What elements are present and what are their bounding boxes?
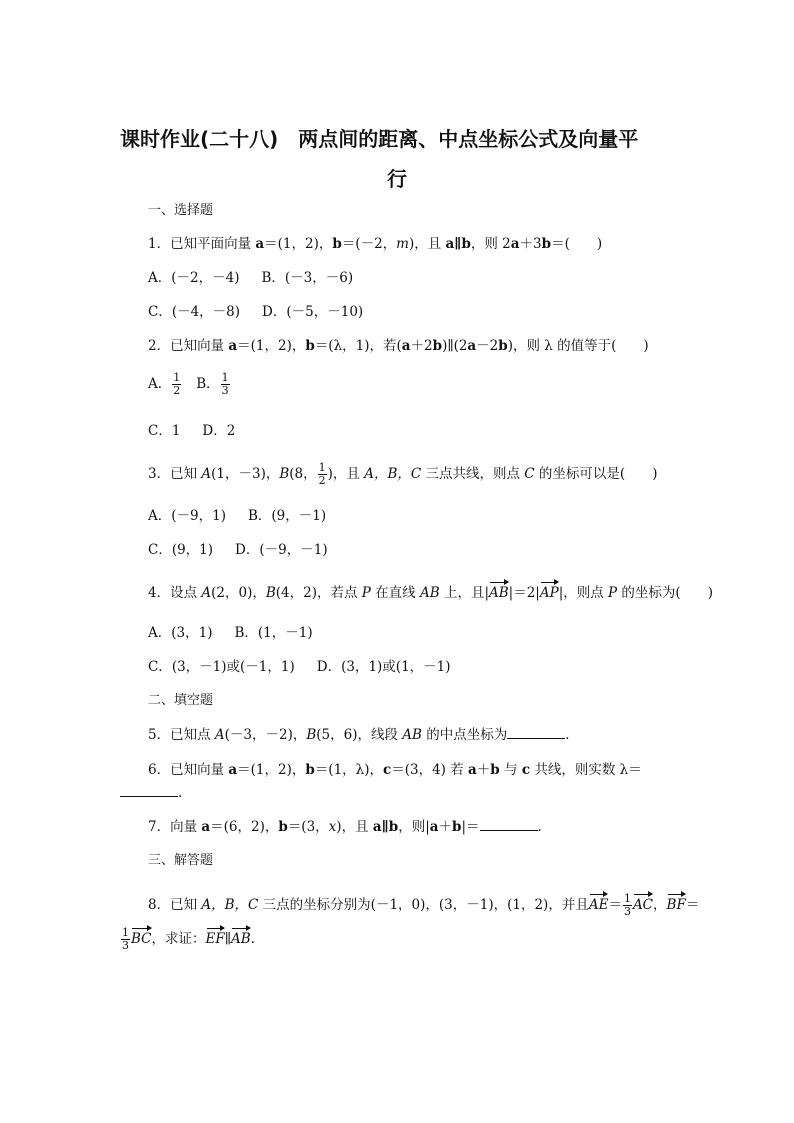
q1-option-b[interactable]: B．(－3，－6) — [261, 270, 354, 286]
q2-option-c[interactable]: C．1 — [148, 423, 181, 439]
question-4-options-row-1 — [148, 624, 313, 642]
vector-ae: AE — [588, 897, 609, 913]
vector-ef: EF — [205, 931, 225, 947]
q2-option-d[interactable]: D．2 — [202, 423, 236, 439]
q4-option-d[interactable]: D．(3，1)或(1，－1) — [316, 659, 451, 675]
question-4-options-row-2 — [148, 658, 451, 676]
vector-ac: AC — [632, 897, 654, 913]
q1-option-d[interactable]: D．(－5，－10) — [262, 304, 364, 320]
section-heading-fill: 二、填空题 — [148, 693, 214, 708]
q4-option-b[interactable]: B．(1，－1) — [234, 625, 313, 641]
question-1-stem: 1．已知平面向量 a＝(1，2)，b＝(－2，m)，且 a∥b，则 2a＋3b＝( ) — [148, 236, 603, 252]
vector-ab: AB — [489, 585, 509, 601]
question-2-options-row-2 — [148, 422, 235, 440]
q7-answer-blank[interactable] — [480, 818, 538, 831]
q3-option-d[interactable]: D．(－9，－1) — [235, 542, 328, 558]
question-2-stem: 2．已知向量 a＝(1，2)，b＝(λ，1)，若(a＋2b)∥(2a－2b)，则 λ 的值等于( ) — [148, 338, 649, 354]
q1-option-a[interactable]: A．(－2，－4) — [148, 270, 240, 286]
section-heading-choice: 一、选择题 — [148, 203, 214, 218]
vector-bc: BC — [131, 931, 152, 947]
page-title: 课时作业(二十八) 两点间的距离、中点坐标公式及向量平 — [120, 127, 639, 151]
question-6-stem: 6．已知向量 a＝(1，2)，b＝(1，λ)，c＝(3，4) 若 a＋b 与 c 共线，则实数 λ＝ — [148, 762, 642, 778]
question-4-stem: 4．设点 A(2，0)，B(4，2)，若点 P 在直线 AB 上，且|AB|＝2|AP|，则点 P 的坐标为( ) — [148, 585, 713, 601]
vector-ab-2: AB — [231, 931, 251, 947]
question-1-options-row-2 — [148, 303, 363, 321]
q2-option-a[interactable]: A． $\frac{1}{2}$ — [148, 371, 181, 397]
q4-option-a[interactable]: A．(3，1) — [148, 625, 213, 641]
question-3-stem: 3．已知 A(1，－3)，B(8， $\frac{1}{2}$ )，且 A，B，C 三点共线，则点 C 的坐标可以是( ) — [148, 461, 658, 487]
q2-option-b[interactable]: B． $\frac{1}{3}$ — [196, 371, 229, 397]
q3-option-c[interactable]: C．(9，1) — [148, 542, 214, 558]
question-8-continued: $\frac{1}{3}$ BC，求证：EF∥AB. — [122, 926, 255, 952]
question-1-options-row-1 — [148, 269, 353, 287]
question-6-continued: ． — [120, 784, 192, 802]
q3-option-a[interactable]: A．(－9，1) — [148, 508, 226, 524]
question-7-stem: 7．向量 a＝(6，2)，b＝(3，x)，且 a∥b，则|a＋b|＝ ． — [148, 819, 552, 835]
q1-option-c[interactable]: C．(－4，－8) — [148, 304, 241, 320]
page-title-continued: 行 — [387, 167, 407, 191]
question-8-stem: 8．已知 A，B，C 三点的坐标分别为(－1，0)，(3，－1)，(1，2)，并且AE＝ $\frac{1}{3}$ AC，BF＝ — [148, 892, 700, 918]
q5-answer-blank[interactable] — [507, 726, 565, 739]
vector-bf: BF — [666, 897, 686, 913]
question-3-options-row-1 — [148, 507, 326, 525]
question-2-options-row-1 — [148, 372, 231, 397]
section-heading-solve: 三、解答题 — [148, 853, 214, 868]
vector-ap: AP — [539, 585, 559, 601]
q6-answer-blank[interactable] — [120, 784, 178, 797]
question-5-stem: 5．已知点 A(－3，－2)，B(5，6)，线段 AB 的中点坐标为 ． — [148, 727, 579, 743]
q3-option-b[interactable]: B．(9，－1) — [247, 508, 327, 524]
question-3-options-row-2 — [148, 541, 328, 559]
q4-option-c[interactable]: C．(3，－1)或(－1，1) — [148, 659, 295, 675]
